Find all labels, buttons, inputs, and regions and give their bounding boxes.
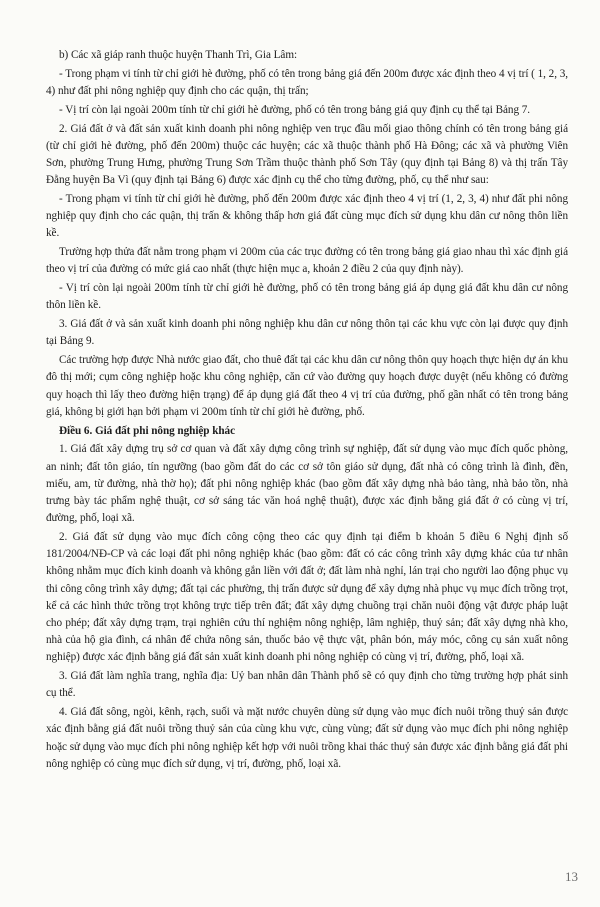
paragraph: 2. Giá đất ở và đất sản xuất kinh doanh phi nông nghiệp ven trục đầu mối giao thông chính có tên trong bảng giá (từ chỉ giới hè đường, phố đến 200m) thuộc các huyện; các xã thuộc thành phố Hà Đông; các xã và phường Viên Sơn, phường Trung Hưng, phường Trung Sơn Trầm thuộc thành phố Sơn Tây (quy định tại Bảng 8) và thị trấn Tây Đằng huyện Ba Vì (quy định tại Bảng 6) được xác định cụ thể cho từng đường, phố, cụ thể như sau: [46, 122, 568, 187]
paragraph: b) Các xã giáp ranh thuộc huyện Thanh Trì, Gia Lâm: [59, 49, 298, 61]
paragraph: Các trường hợp được Nhà nước giao đất, cho thuê đất tại các khu dân cư nông thôn quy hoạch thực hiện dự án khu đô thị mới; cụm công nghiệp hoặc khu công nghiệp, căn cứ vào đường quy hoạch được duyệt (nếu không có đường quy hoạch thì lấy theo đường hiện trạng) để áp dụng giá đất theo 4 vị trí của đường, phố gần nhất có tên trong bảng giá, không bị giới hạn bởi phạm vi 200m tính từ chỉ giới hè đường, phố. [46, 354, 568, 418]
section-heading: Điều 6. Giá đất phi nông nghiệp khác [59, 424, 236, 437]
paragraph: 3. Giá đất ở và sản xuất kinh doanh phi nông nghiệp khu dân cư nông thôn tại các khu vực còn lại được quy định tại Bảng 9. [46, 318, 568, 348]
document-body [46, 47, 568, 775]
paragraph: 4. Giá đất sông, ngòi, kênh, rạch, suối và mặt nước chuyên dùng sử dụng vào mục đích nuôi trồng thuỷ sản được xác định bằng giá đất nuôi trồng thuỷ sản của cùng khu vực, cùng vùng; đất sử dụng vào mục đích phi nông nghiệp hoặc sử dụng vào mục đích phi nông nghiệp kết hợp với nuôi trồng khai thác thuỷ sản được xác định bằng giá đất phi nông nghiệp có cùng mục đích sử dụng, vị trí, đường, phố, loại xã. [46, 706, 568, 770]
paragraph: 1. Giá đất xây dựng trụ sở cơ quan và đất xây dựng công trình sự nghiệp, đất sử dụng vào mục đích quốc phòng, an ninh; đất tôn giáo, tín ngưỡng (bao gồm đất do các cơ sở tôn giáo sử dụng, đất nhà có công trình là đình, đền, miếu, am, từ đường, nhà thờ họ); đất phi nông nghiệp khác (bao gồm đất xây dựng nhà bảo tàng, nhà bảo tồn, nhà trưng bày tác phẩm nghệ thuật, cơ sở sáng tác văn hoá nghệ thuật), được xác định bằng giá đất ở có cùng vị trí, đường, phố, loại xã. [46, 443, 568, 525]
paragraph: 3. Giá đất làm nghĩa trang, nghĩa địa: Uỷ ban nhân dân Thành phố sẽ có quy định cho từng trường hợp phát sinh cụ thể. [46, 670, 568, 700]
paragraph: - Vị trí còn lại ngoài 200m tính từ chỉ giới hè đường, phố có tên trong bảng giá áp dụng giá đất khu dân cư nông thôn liền kề. [46, 282, 568, 312]
paragraph: Trường hợp thửa đất nằm trong phạm vi 200m của các trục đường có tên trong bảng giá giao nhau thì xác định giá theo vị trí của đường có mức giá cao nhất (thực hiện mục a, khoản 2 điều 2 của quy định này). [46, 246, 568, 276]
paragraph: - Trong phạm vi tính từ chỉ giới hè đường, phố đến 200m được xác định theo 4 vị trí (1, 2, 3, 4) như đất phi nông nghiệp quy định cho các quận, thị trấn & không thấp hơn giá đất cùng mục đích sử dụng khu dân cư nông thôn liền kề. [46, 193, 568, 240]
paragraph: - Trong phạm vi tính từ chỉ giới hè đường, phố có tên trong bảng giá đến 200m được xác định theo 4 vị trí ( 1, 2, 3, 4) như đất phi nông nghiệp quy định cho các quận, thị trấn; [46, 67, 568, 97]
paragraph: 2. Giá đất sử dụng vào mục đích công cộng theo các quy định tại điểm b khoản 5 điều 6 Nghị định số 181/2004/NĐ-CP và các loại đất phi nông nghiệp khác (bao gồm: đất có các công trình xây dựng khác của tư nhân không nhằm mục đích kinh doanh và không gắn liền với đất ở; đất làm nhà nghỉ, lán trại cho người lao động phục vụ thi công công trình xây dựng; đất tại các phường, thị trấn được sử dụng để xây dựng nhà phục vụ mục đích trồng trọt, kể cả các hình thức trồng trọt không trực tiếp trên đất; đất xây dựng chuồng trại chăn nuôi động vật được pháp luật cho phép; đất xây dựng trạm, trại nghiên cứu thí nghiệm nông nghiệp, lâm nghiệp, thuỷ sản; đất xây dựng nhà kho, nhà của hộ gia đình, cá nhân để chứa nông sản, thuốc bảo vệ thực vật, phân bón, máy móc, công cụ sản xuất nông nghiệp) được xác định bằng giá đất sản xuất kinh doanh phi nông nghiệp có cùng vị trí, đường, phố, loại xã. [46, 531, 568, 664]
page-number: 13 [565, 869, 578, 884]
paragraph: - Vị trí còn lại ngoài 200m tính từ chỉ giới hè đường, phố có tên trong bảng giá quy định cụ thể tại Bảng 7. [59, 103, 531, 116]
